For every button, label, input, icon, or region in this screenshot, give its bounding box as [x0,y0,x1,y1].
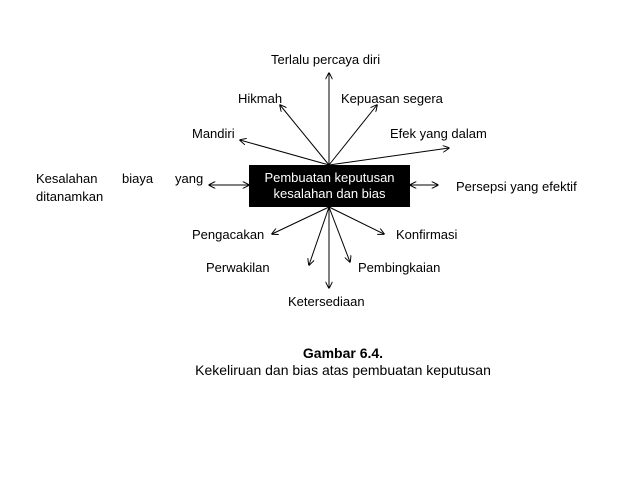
node-kesalahan-word-1: Kesalahan [36,171,98,186]
center-node [249,165,410,207]
center-line-2: kesalahan dan bias [273,186,386,201]
arrow-pengacakan [272,207,329,234]
node-mandiri: Mandiri [192,126,235,141]
center-line-1: Pembuatan keputusan [264,170,395,185]
node-konfirmasi: Konfirmasi [396,227,458,242]
node-ketersediaan: Ketersediaan [288,294,365,309]
figure-caption-text: Kekeliruan dan bias atas pembuatan keputusan [195,362,491,378]
node-kesalahan-word-3: yang [175,171,204,186]
node-pembingkaian: Pembingkaian [358,260,441,275]
arrow-kepuasan [329,105,377,165]
node-efek-yang-dalam: Efek yang dalam [390,126,487,141]
arrow-perwakilan [309,207,329,265]
node-terlalu-percaya-diri: Terlalu percaya diri [271,52,381,67]
arrow-mandiri [240,140,329,165]
arrow-efek [329,148,449,165]
node-pengacakan: Pengacakan [192,227,265,242]
figure-caption-title: Gambar 6.4. [302,345,384,361]
node-hikmah: Hikmah [238,91,283,106]
node-kesalahan-word-4: ditanamkan [36,189,104,204]
node-kesalahan-word-2: biaya [122,171,154,186]
arrow-hikmah [280,105,329,165]
node-perwakilan: Perwakilan [206,260,270,275]
node-kepuasan-segera: Kepuasan segera [341,91,443,106]
node-persepsi-yang-efektif: Persepsi yang efektif [456,179,577,194]
